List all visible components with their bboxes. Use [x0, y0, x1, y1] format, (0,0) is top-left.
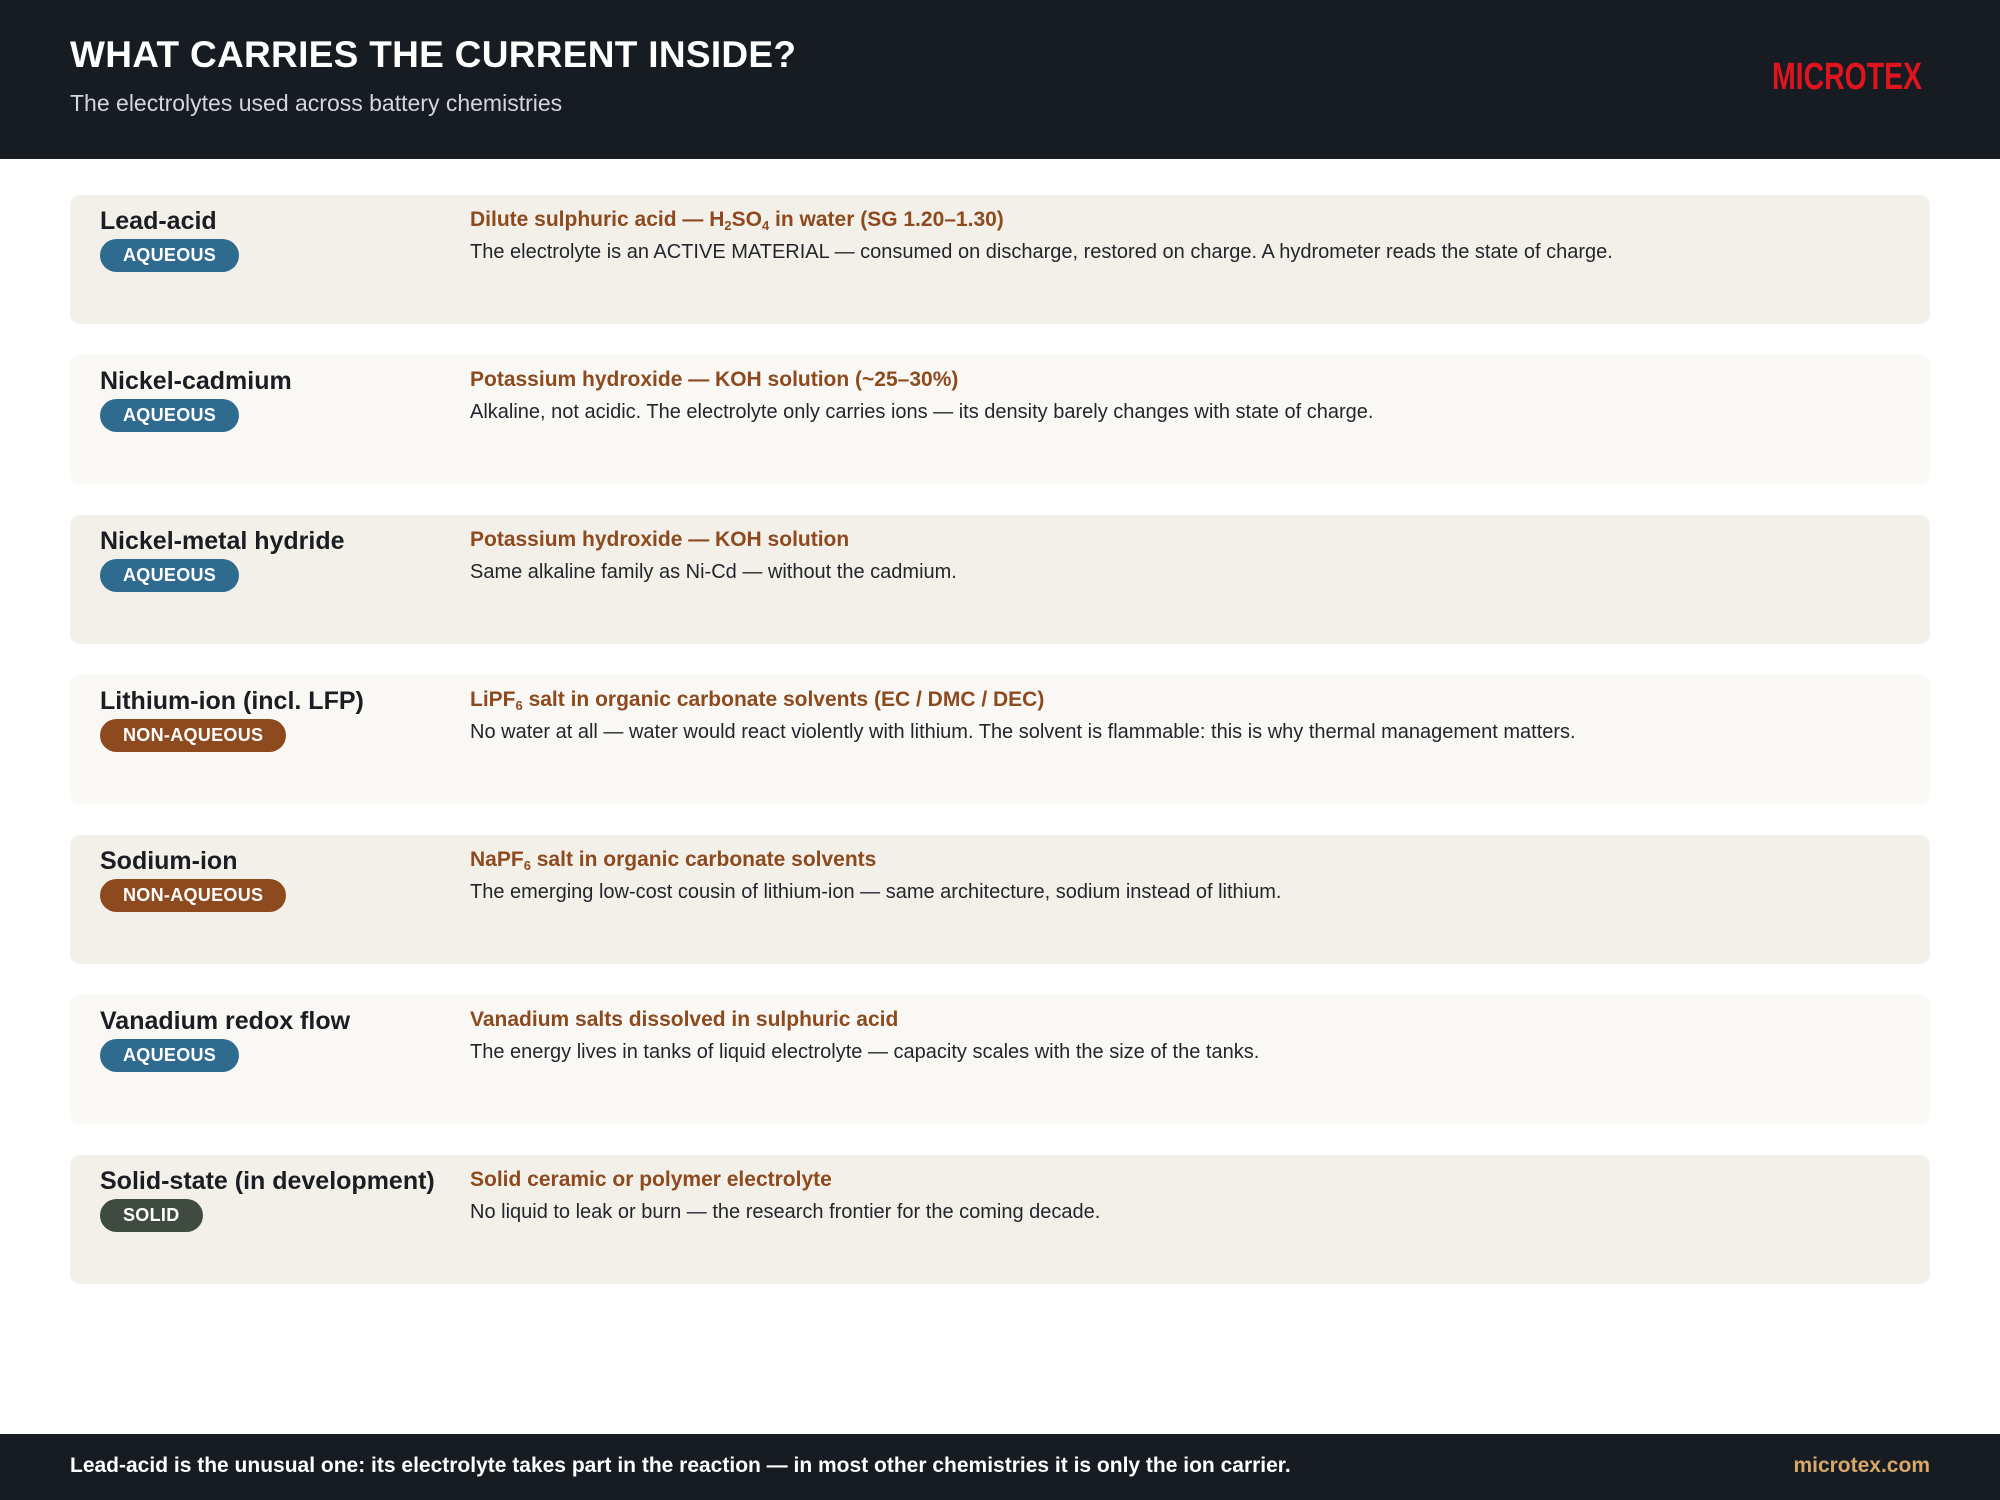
page-subtitle: The electrolytes used across battery chemistries — [70, 90, 563, 116]
list-item — [70, 675, 1930, 804]
status-badge: AQUEOUS — [100, 239, 239, 272]
status-badge: AQUEOUS — [100, 559, 239, 592]
page-title: WHAT CARRIES THE CURRENT INSIDE? — [70, 34, 797, 75]
electrolyte-formula: LiPF$_6$ salt in organic carbonate solvents (EC / DMC / DEC) — [470, 688, 1045, 713]
electrolyte-description: The energy lives in tanks of liquid electrolyte — capacity scales with the size of the tanks. — [470, 1041, 1260, 1063]
logo-text: MICROTEX — [1772, 56, 1923, 98]
electrolyte-description: The emerging low-cost cousin of lithium-ion — same architecture, sodium instead of lithium. — [470, 881, 1282, 903]
electrolyte-formula: Vanadium salts dissolved in sulphuric acid — [470, 1008, 899, 1031]
status-badge: AQUEOUS — [100, 399, 239, 432]
list-item — [70, 515, 1930, 644]
footer-note: Lead-acid is the unusual one: its electrolyte takes part in the reaction — in most other chemistries it is only the ion carrier. — [70, 1454, 1291, 1477]
chemistry-name: Nickel-metal hydride — [100, 527, 345, 555]
electrolyte-description: Same alkaline family as Ni-Cd — without the cadmium. — [470, 561, 957, 583]
list-item — [70, 355, 1930, 484]
chemistry-name: Vanadium redox flow — [100, 1007, 351, 1035]
electrolyte-description: Alkaline, not acidic. The electrolyte only carries ions — its density barely changes with state of charge. — [470, 401, 1374, 423]
chemistry-name: Sodium-ion — [100, 847, 238, 875]
list-item — [70, 195, 1930, 324]
electrolyte-description: No liquid to leak or burn — the research frontier for the coming decade. — [470, 1201, 1101, 1223]
electrolyte-formula: Potassium hydroxide — KOH solution (~25–30%) — [470, 368, 959, 391]
website-link[interactable]: microtex.com — [1793, 1454, 1930, 1477]
electrolyte-description: The electrolyte is an ACTIVE MATERIAL — consumed on discharge, restored on charge. A hydrometer reads the state of charge. — [470, 241, 1613, 263]
chemistry-name: Nickel-cadmium — [100, 367, 292, 395]
electrolyte-formula: Potassium hydroxide — KOH solution — [470, 528, 850, 551]
chemistry-name: Solid-state (in development) — [100, 1167, 435, 1195]
header-banner — [0, 0, 2000, 159]
electrolyte-formula: Dilute sulphuric acid — $H_2SO_4$ in water (SG 1.20–1.30) — [470, 208, 1004, 233]
status-badge: NON-AQUEOUS — [100, 879, 286, 912]
footer-bar — [0, 1434, 2000, 1500]
microtex-logo — [1772, 56, 1924, 98]
chemistry-name: Lithium-ion (incl. LFP) — [100, 687, 364, 715]
status-badge: AQUEOUS — [100, 1039, 239, 1072]
list-item — [70, 1155, 1930, 1284]
electrolyte-list — [70, 195, 1930, 1315]
electrolyte-formula: Solid ceramic or polymer electrolyte — [470, 1168, 832, 1191]
list-item — [70, 835, 1930, 964]
electrolyte-description: No water at all — water would react violently with lithium. The solvent is flammable: this is why thermal management matters. — [470, 721, 1576, 743]
list-item — [70, 995, 1930, 1124]
status-badge: NON-AQUEOUS — [100, 719, 286, 752]
chemistry-name: Lead-acid — [100, 207, 217, 235]
electrolyte-formula: NaPF$_6$ salt in organic carbonate solvents — [470, 848, 877, 873]
status-badge: SOLID — [100, 1199, 203, 1232]
